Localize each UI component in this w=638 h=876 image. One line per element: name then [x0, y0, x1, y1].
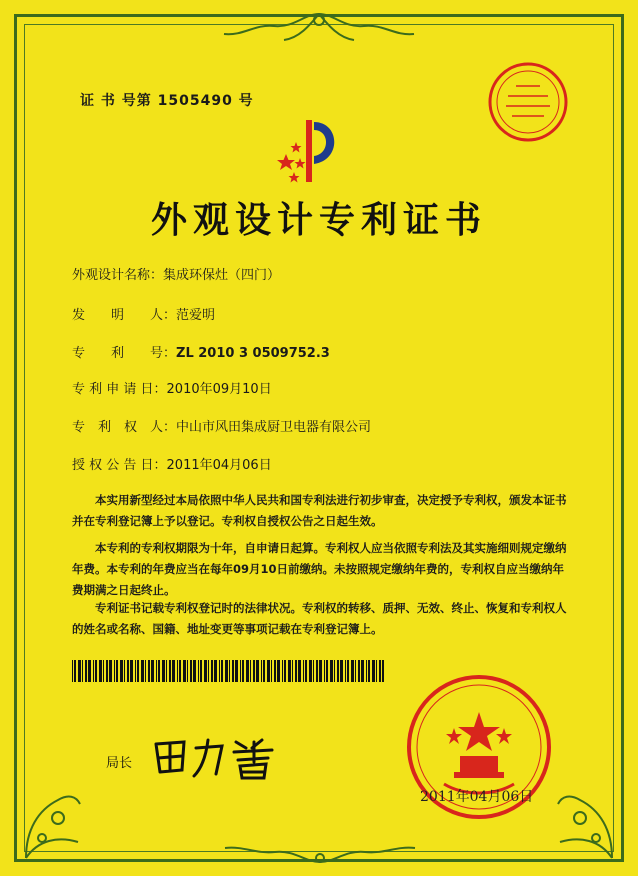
- barcode-bar: [305, 660, 307, 682]
- barcode-bar: [225, 660, 228, 682]
- barcode-bar: [274, 660, 276, 682]
- barcode-bar: [95, 660, 97, 682]
- barcode-bar: [204, 660, 207, 682]
- barcode-bar: [145, 660, 146, 682]
- barcode-bar: [190, 660, 192, 682]
- barcode-bar: [229, 660, 230, 682]
- barcode-bar: [382, 660, 384, 682]
- barcode-bar: [340, 660, 343, 682]
- field-value: 中山市风田集成厨卫电器有限公司: [176, 420, 372, 435]
- field-application-date: [72, 378, 272, 397]
- barcode-bar: [263, 660, 265, 682]
- barcode-bar: [148, 660, 150, 682]
- barcode-bar: [232, 660, 234, 682]
- page-title: 外观设计专利证书: [150, 200, 487, 241]
- director-label: 局长: [106, 756, 133, 771]
- field-value: 范爱明: [176, 308, 216, 323]
- top-ornament: [214, 8, 424, 48]
- barcode-bar: [271, 660, 272, 682]
- bottom-right-ornament: [550, 780, 620, 860]
- barcode-bar: [214, 660, 217, 682]
- barcode-bar: [379, 660, 381, 682]
- field-label: 发 明 人：: [72, 308, 177, 323]
- barcode-bar: [351, 660, 354, 682]
- barcode-bar: [219, 660, 220, 682]
- agency-seal: [486, 60, 570, 144]
- barcode-bar: [337, 660, 339, 682]
- barcode-bar: [177, 660, 178, 682]
- field-value: 2010年09月10日: [166, 382, 272, 397]
- barcode-bar: [172, 660, 175, 682]
- barcode-bar: [303, 660, 304, 682]
- barcode-bar: [284, 660, 286, 682]
- barcode-bar: [193, 660, 196, 682]
- barcode-bar: [82, 660, 83, 682]
- barcode-bar: [88, 660, 91, 682]
- barcode-bar: [355, 660, 356, 682]
- barcode-bar: [74, 660, 76, 682]
- barcode-bar: [240, 660, 241, 682]
- barcode-bar: [114, 660, 115, 682]
- barcode-bar: [282, 660, 283, 682]
- barcode-bar: [156, 660, 157, 682]
- field-value: ZL 2010 3 0509752.3: [176, 346, 330, 361]
- barcode-bar: [361, 660, 364, 682]
- cnipa-logo: [272, 112, 352, 192]
- field-design-name: [72, 264, 280, 283]
- barcode-bar: [221, 660, 223, 682]
- barcode-bar: [103, 660, 104, 682]
- barcode-bar: [99, 660, 102, 682]
- barcode-bar: [183, 660, 186, 682]
- bottom-ornament: [220, 842, 420, 868]
- barcode-bar: [295, 660, 297, 682]
- paragraph-grant: 本实用新型经过本局依照中华人民共和国专利法进行初步审查，决定授予专利权，颁发本证书并在专利登记簿上予以登记。专利权自授权公告之日起生效。: [72, 493, 567, 528]
- barcode-bar: [316, 660, 318, 682]
- barcode-bar: [326, 660, 328, 682]
- field-label: 专 利 号：: [72, 346, 177, 361]
- barcode-bar: [120, 660, 123, 682]
- barcode-bar: [277, 660, 280, 682]
- barcode-bar: [187, 660, 188, 682]
- director-signature: [150, 732, 280, 782]
- barcode-bar: [256, 660, 259, 682]
- field-label: 专 利 申 请 日：: [72, 382, 167, 397]
- barcode-bar: [324, 660, 325, 682]
- barcode-bar: [309, 660, 312, 682]
- barcode-bar: [169, 660, 171, 682]
- barcode-bar: [253, 660, 255, 682]
- barcode-bar: [242, 660, 244, 682]
- field-patent-number: [72, 342, 330, 361]
- barcode-bar: [246, 660, 249, 682]
- seal-date: 2011年04月06日: [420, 789, 534, 805]
- barcode-bar: [137, 660, 139, 682]
- barcode-bar: [166, 660, 167, 682]
- barcode: [72, 660, 384, 682]
- barcode-bar: [200, 660, 202, 682]
- barcode-bar: [334, 660, 335, 682]
- barcode-bar: [109, 660, 112, 682]
- barcode-bar: [93, 660, 94, 682]
- barcode-bar: [72, 660, 73, 682]
- field-inventor: [72, 304, 215, 323]
- barcode-bar: [250, 660, 251, 682]
- certificate-number: 证 书 号第 1505490 号: [80, 93, 254, 109]
- barcode-bar: [116, 660, 118, 682]
- barcode-bar: [208, 660, 209, 682]
- barcode-bar: [292, 660, 293, 682]
- field-label: 授 权 公 告 日：: [72, 458, 167, 473]
- barcode-bar: [124, 660, 125, 682]
- barcode-bar: [372, 660, 375, 682]
- barcode-bar: [211, 660, 213, 682]
- field-value: 2011年04月06日: [166, 458, 272, 473]
- field-value: 集成环保灶（四门）: [163, 268, 281, 283]
- bottom-left-ornament: [18, 780, 88, 860]
- barcode-bar: [376, 660, 377, 682]
- field-label: 外观设计名称：: [72, 268, 164, 283]
- paragraph-term: 本专利的专利权期限为十年，自申请日起算。专利权人应当依照专利法及其实施细则规定缴纳年费。本专利的年费应当在每年09月10日前缴纳。未按照规定缴纳年费的，专利权自应当缴纳年费期满之日起终止。: [72, 541, 567, 597]
- field-grant-date: [72, 454, 272, 473]
- barcode-bar: [319, 660, 322, 682]
- barcode-bar: [288, 660, 291, 682]
- barcode-bar: [358, 660, 360, 682]
- field-patentee: [72, 416, 371, 435]
- barcode-bar: [141, 660, 144, 682]
- barcode-bar: [198, 660, 199, 682]
- field-label: 专 利 权 人：: [72, 420, 177, 435]
- barcode-bar: [106, 660, 108, 682]
- barcode-bar: [368, 660, 370, 682]
- barcode-bar: [330, 660, 333, 682]
- barcode-bar: [298, 660, 301, 682]
- barcode-bar: [78, 660, 81, 682]
- barcode-bar: [179, 660, 181, 682]
- barcode-bar: [135, 660, 136, 682]
- barcode-bar: [127, 660, 129, 682]
- paragraph-status: 专利证书记载专利权登记时的法律状况。专利权的转移、质押、无效、终止、恢复和专利权人的姓名或名称、国籍、地址变更等事项记载在专利登记簿上。: [72, 601, 567, 636]
- barcode-bar: [267, 660, 270, 682]
- barcode-bar: [345, 660, 346, 682]
- barcode-bar: [366, 660, 367, 682]
- barcode-bar: [158, 660, 160, 682]
- barcode-bar: [151, 660, 154, 682]
- barcode-bar: [235, 660, 238, 682]
- barcode-bar: [347, 660, 349, 682]
- barcode-bar: [261, 660, 262, 682]
- barcode-bar: [130, 660, 133, 682]
- barcode-bar: [162, 660, 165, 682]
- barcode-bar: [85, 660, 87, 682]
- barcode-bar: [313, 660, 314, 682]
